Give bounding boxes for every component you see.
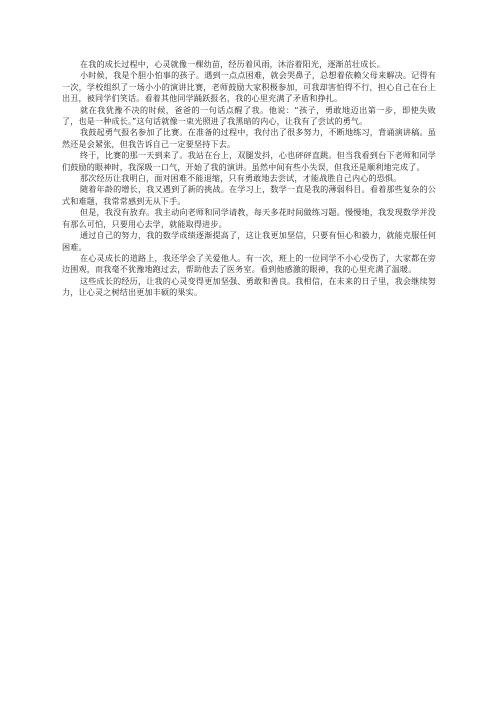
paragraph-10: 在心灵成长的道路上，我还学会了关爱他人。有一次，班上的一位同学不小心受伤了，大家都在旁边围观，而我毫不犹豫地跑过去，帮助他去了医务室。看到他感激的眼神，我的心里充满了温暖。 (62, 252, 436, 275)
paragraph-1: 在我的成长过程中，心灵就像一棵幼苗，经历着风雨，沐浴着阳光，逐渐茁壮成长。 (80, 59, 386, 69)
paragraph-6: 那次经历让我明白，面对困难不能退缩，只有勇敢地去尝试，才能战胜自己内心的恐惧。 (80, 173, 402, 184)
paragraph-4: 我鼓起勇气报名参加了比赛。在准备的过程中，我付出了很多努力，不断地练习，背诵演讲稿。虽然还是会紧张，但我告诉自己一定要坚持下去。 (62, 127, 436, 149)
document-body (62, 59, 436, 299)
paragraph-3: 就在我犹豫不决的时候，爸爸的一句话点醒了我。他说：“孩子，勇敢地迈出第一步，即使失败了，也是一种成长。”这句话就像一束光照进了我黑暗的内心，让我有了尝试的勇气。 (62, 104, 436, 127)
paragraph-7: 随着年龄的增长，我又遇到了新的挑战。在学习上，数学一直是我的薄弱科目。看着那些复杂的公式和难题，我常常感到无从下手。 (62, 184, 436, 206)
paragraph-2: 小时候，我是个胆小怕事的孩子。遇到一点点困难，就会哭鼻子，总想着依赖父母来解决。记得有一次，学校组织了一场小小的演讲比赛，老师鼓励大家积极参加，可我却害怕得不行，担心自己在台上出丑，被同学们笑话。看着其他同学踊跃报名，我的心里充满了矛盾和挣扎。 (62, 70, 436, 104)
paragraph-11: 这些成长的经历，让我的心灵变得更加坚强、勇敢和善良。我相信，在未来的日子里，我会继续努力，让心灵之树结出更加丰硕的果实。 (62, 275, 436, 298)
paragraph-5: 终于，比赛的那一天到来了。我站在台上，双腿发抖，心也砰砰直跳。但当我看到台下老师和同学们鼓励的眼神时，我深吸一口气，开始了我的演讲。虽然中间有些小失误，但我还是顺利地完成了。 (62, 150, 436, 172)
paragraph-8: 但是，我没有放弃。我主动向老师和同学请教，每天多花时间做练习题。慢慢地，我发现数学并没有那么可怕，只要用心去学，就能取得进步。 (62, 207, 436, 229)
paragraph-9: 通过自己的努力，我的数学成绩逐渐提高了，这让我更加坚信，只要有恒心和毅力，就能克服任何困难。 (62, 230, 436, 252)
